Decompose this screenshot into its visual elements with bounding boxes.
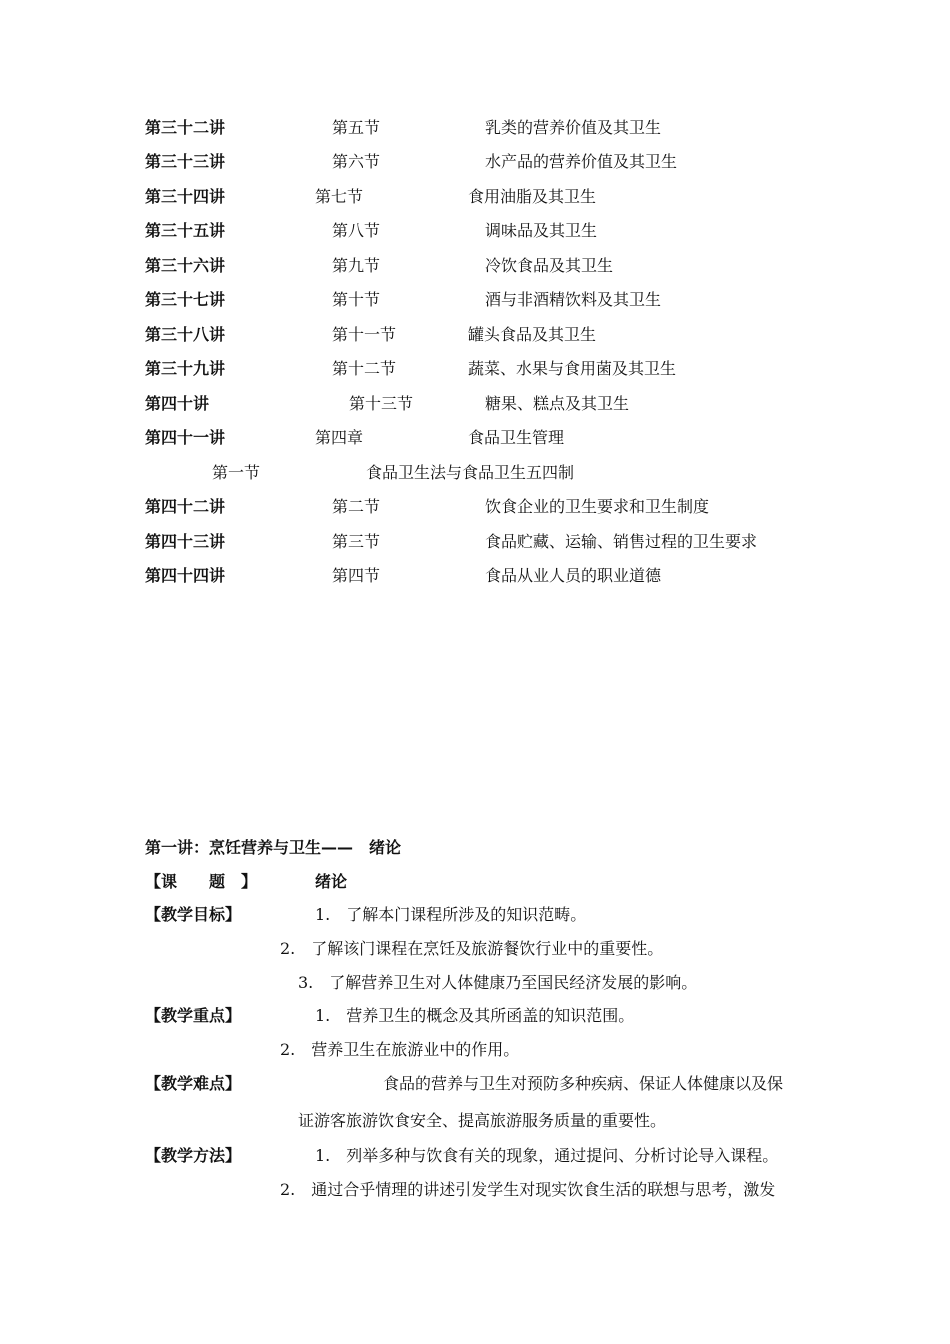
goal-item: 2. 了解该门课程在烹饪及旅游餐饮行业中的重要性。 <box>280 939 664 958</box>
topic-label: 酒与非酒精饮料及其卫生 <box>485 290 662 309</box>
topic-label: 食品贮藏、运输、销售过程的卫生要求 <box>485 532 758 551</box>
section-label: 第一节 <box>212 463 261 482</box>
goal-item: 1. 了解本门课程所涉及的知识范畴。 <box>315 905 587 924</box>
topic-field-value: 绪论 <box>315 872 348 891</box>
lecture-label: 第三十七讲 <box>145 290 226 309</box>
lecture-label: 第四十讲 <box>145 394 210 413</box>
goal-item: 3. 了解营养卫生对人体健康乃至国民经济发展的影响。 <box>298 973 698 992</box>
section-label: 第四节 <box>332 566 381 585</box>
section-label: 第九节 <box>332 256 381 275</box>
section-label: 第十一节 <box>332 325 397 344</box>
topic-label: 冷饮食品及其卫生 <box>485 256 614 275</box>
topic-label: 食品卫生管理 <box>468 428 565 447</box>
section-label: 第二节 <box>332 497 381 516</box>
section-label: 第三节 <box>332 532 381 551</box>
lecture-label: 第三十二讲 <box>145 118 226 137</box>
method-label: 【教学方法】 <box>145 1146 242 1165</box>
goals-label: 【教学目标】 <box>145 905 242 924</box>
difficulty-text: 证游客旅游饮食安全、提高旅游服务质量的重要性。 <box>298 1111 667 1130</box>
key-point-item: 2. 营养卫生在旅游业中的作用。 <box>280 1040 520 1059</box>
topic-label: 调味品及其卫生 <box>485 221 598 240</box>
topic-label: 糖果、糕点及其卫生 <box>485 394 630 413</box>
key-points-label: 【教学重点】 <box>145 1006 242 1025</box>
lecture-label: 第三十九讲 <box>145 359 226 378</box>
topic-field-label: 【课 题 】 <box>145 872 258 891</box>
lecture-label: 第三十三讲 <box>145 152 226 171</box>
difficulty-label: 【教学难点】 <box>145 1074 242 1093</box>
topic-label: 罐头食品及其卫生 <box>468 325 597 344</box>
lecture-label: 第三十六讲 <box>145 256 226 275</box>
topic-label: 食品从业人员的职业道德 <box>485 566 662 585</box>
lecture-label: 第三十八讲 <box>145 325 226 344</box>
topic-label: 食品卫生法与食品卫生五四制 <box>366 463 575 482</box>
section-label: 第四章 <box>315 428 364 447</box>
section-label: 第十节 <box>332 290 381 309</box>
lecture-label: 第四十一讲 <box>145 428 226 447</box>
lecture-label: 第三十五讲 <box>145 221 226 240</box>
section-label: 第五节 <box>332 118 381 137</box>
section-label: 第六节 <box>332 152 381 171</box>
section-label: 第八节 <box>332 221 381 240</box>
topic-label: 水产品的营养价值及其卫生 <box>485 152 678 171</box>
method-item: 2. 通过合乎情理的讲述引发学生对现实饮食生活的联想与思考，激发 <box>280 1180 776 1199</box>
topic-label: 蔬菜、水果与食用菌及其卫生 <box>468 359 677 378</box>
lecture-label: 第三十四讲 <box>145 187 226 206</box>
section-label: 第十二节 <box>332 359 397 378</box>
lecture-label: 第四十二讲 <box>145 497 226 516</box>
section-label: 第七节 <box>315 187 364 206</box>
topic-label: 乳类的营养价值及其卫生 <box>485 118 662 137</box>
difficulty-text: 食品的营养与卫生对预防多种疾病、保证人体健康以及保 <box>383 1074 784 1093</box>
lecture-label: 第四十四讲 <box>145 566 226 585</box>
key-point-item: 1. 营养卫生的概念及其所函盖的知识范围。 <box>315 1006 635 1025</box>
topic-label: 食用油脂及其卫生 <box>468 187 597 206</box>
method-item: 1. 列举多种与饮食有关的现象，通过提问、分析讨论导入课程。 <box>315 1146 779 1165</box>
lesson-heading: 第一讲：烹饪营养与卫生—— 绪论 <box>145 838 402 857</box>
topic-label: 饮食企业的卫生要求和卫生制度 <box>485 497 710 516</box>
section-label: 第十三节 <box>349 394 414 413</box>
lecture-label: 第四十三讲 <box>145 532 226 551</box>
